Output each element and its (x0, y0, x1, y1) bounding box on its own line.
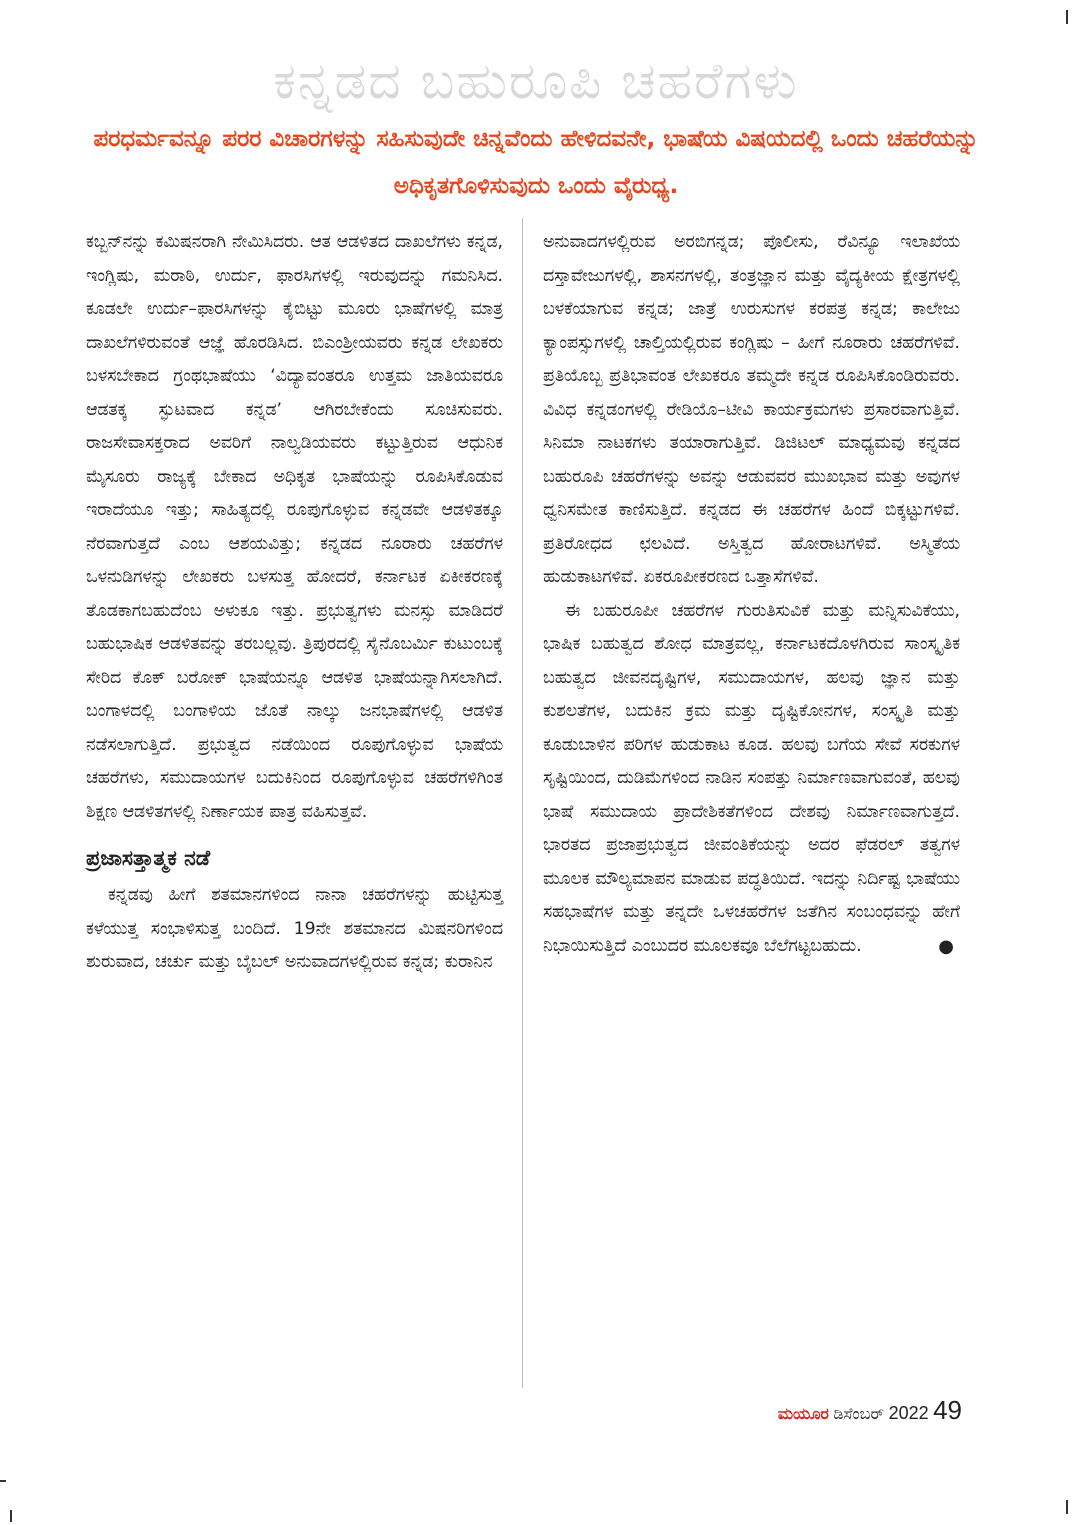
magazine-logo: ಮಯೂರ (777, 1406, 829, 1423)
article-subtitle: ಪರಧರ್ಮವನ್ನೂ ಪರರ ವಿಚಾರಗಳನ್ನು ಸಹಿಸುವುದೇ ಚಿನ್ನವೆಂದು ಹೇಳಿದವನೇ, ಭಾಷೆಯ ವಿಷಯದಲ್ಲಿ ಒಂದು ಚಹರೆಯನ್ನು ಅಧಿಕೃತಗೊಳಿಸುವುದು ಒಂದು ವೈರುಧ್ಯ. (93, 126, 979, 199)
page-number: 49 (933, 1395, 962, 1425)
article-title: ಕನ್ನಡದ ಬಹುರೂಪಿ ಚಹರೆಗಳು (273, 52, 799, 110)
right-column (543, 226, 960, 963)
column-divider (522, 218, 523, 1388)
body-paragraph: ಕಬ್ಬನ್‌ನನ್ನು ಕಮಿಷನರಾಗಿ ನೇಮಿಸಿದರು. ಆತ ಆಡಳಿತದ ದಾಖಲೆಗಳು ಕನ್ನಡ, ಇಂಗ್ಲಿಷು, ಮರಾಠಿ, ಉರ್ದು, ಫಾರಸಿಗಳಲ್ಲಿ ಇರುವುದನ್ನು ಗಮನಿಸಿದ. ಕೂಡಲೇ ಉರ್ದು–ಫಾರಸಿಗಳನ್ನು ಕೈಬಿಟ್ಟು ಮೂರು ಭಾಷೆಗಳಲ್ಲಿ ಮಾತ್ರ ದಾಖಲೆಗಳಿರುವಂತೆ ಆಜ್ಞೆ ಹೊರಡಿಸಿದ. ಬಿಎಂಶ್ರೀಯವರು ಕನ್ನಡ ಲೇಖಕರು ಬಳಸಬೇಕಾದ ಗ್ರಂಥಭಾಷೆಯು ‘ವಿದ್ಯಾವಂತರೂ ಉತ್ತಮ ಜಾತಿಯವರೂ ಆಡತಕ್ಕ ಸ್ಫುಟವಾದ ಕನ್ನಡ’ ಆಗಿರಬೇಕೆಂದು ಸೂಚಿಸುವರು. ರಾಜಸೇವಾಸಕ್ತರಾದ ಅವರಿಗೆ ನಾಲ್ವಡಿಯವರು ಕಟ್ಟುತ್ತಿರುವ ಆಧುನಿಕ ಮೈಸೂರು ರಾಜ್ಯಕ್ಕೆ ಬೇಕಾದ ಅಧಿಕೃತ ಭಾಷೆಯನ್ನು ರೂಪಿಸಿಕೊಡುವ ಇರಾದೆಯೂ ಇತ್ತು; ಸಾಹಿತ್ಯದಲ್ಲಿ ರೂಪುಗೊಳ್ಳುವ ಕನ್ನಡವೇ ಆಡಳಿತಕ್ಕೂ ನೆರವಾಗುತ್ತದೆ ಎಂಬ ಆಶಯವಿತ್ತು; ಕನ್ನಡದ ನೂರಾರು ಚಹರೆಗಳ ಒಳನುಡಿಗಳನ್ನು ಲೇಖಕರು ಬಳಸುತ್ತ ಹೋದರೆ, ಕರ್ನಾಟಕ ಏಕೀಕರಣಕ್ಕೆ ತೊಡಕಾಗಬಹುದೆಂಬ ಅಳುಕೂ ಇತ್ತು. ಪ್ರಭುತ್ವಗಳು ಮನಸ್ಸು ಮಾಡಿದರೆ ಬಹುಭಾಷಿಕ ಆಡಳಿತವನ್ನು ತರಬಲ್ಲವು. ತ್ರಿಪುರದಲ್ಲಿ ಸೈನೊಬರ್ಮಿ ಕುಟುಂಬಕ್ಕೆ ಸೇರಿದ ಕೊಕ್ ಬರೋಕ್ ಭಾಷೆಯನ್ನೂ ಆಡಳಿತ ಭಾಷೆಯನ್ನಾಗಿಸಲಾಗಿದೆ. ಬಂಗಾಳದಲ್ಲಿ ಬಂಗಾಳಿಯ ಜೊತೆ ನಾಲ್ಕು ಜನಭಾಷೆಗಳಲ್ಲಿ ಆಡಳಿತ ನಡೆಸಲಾಗುತ್ತಿದೆ. ಪ್ರಭುತ್ವದ ನಡೆಯಿಂದ ರೂಪುಗೊಳ್ಳುವ ಭಾಷೆಯ ಚಹರೆಗಳು, ಸಮುದಾಯಗಳ ಬದುಕಿನಿಂದ ರೂಪುಗೊಳ್ಳುವ ಚಹರೆಗಳಿಗಿಂತ ಶಿಕ್ಷಣ ಆಡಳಿತಗಳಲ್ಲಿ ನಿರ್ಣಾಯಕ ಪಾತ್ರ ವಹಿಸುತ್ತವೆ. (86, 232, 503, 822)
body-paragraph: ಅನುವಾದಗಳಲ್ಲಿರುವ ಅರಬಿಗನ್ನಡ; ಪೊಲೀಸು, ರೆವಿನ್ಯೂ ಇಲಾಖೆಯ ದಸ್ತಾವೇಜುಗಳಲ್ಲಿ, ಶಾಸನಗಳಲ್ಲಿ, ತಂತ್ರಜ್ಞಾನ ಮತ್ತು ವೈದ್ಯಕೀಯ ಕ್ಷೇತ್ರಗಳಲ್ಲಿ ಬಳಕೆಯಾಗುವ ಕನ್ನಡ; ಜಾತ್ರೆ ಉರುಸುಗಳ ಕರಪತ್ರ ಕನ್ನಡ; ಕಾಲೇಜು ಕ್ಯಾಂಪಸ್ಸುಗಳಲ್ಲಿ ಚಾಲ್ತಿಯಲ್ಲಿರುವ ಕಂಗ್ಲಿಷು – ಹೀಗೆ ನೂರಾರು ಚಹರೆಗಳಿವೆ. ಪ್ರತಿಯೊಬ್ಬ ಪ್ರತಿಭಾವಂತ ಲೇಖಕರೂ ತಮ್ಮದೇ ಕನ್ನಡ ರೂಪಿಸಿಕೊಂಡಿರುವರು. ವಿವಿಧ ಕನ್ನಡಂಗಳಲ್ಲಿ ರೇಡಿಯೊ–ಟೀವಿ ಕಾರ್ಯಕ್ರಮಗಳು ಪ್ರಸಾರವಾಗುತ್ತಿವೆ. ಸಿನಿಮಾ ನಾಟಕಗಳು ತಯಾರಾಗುತ್ತಿವೆ. ಡಿಜಿಟಲ್ ಮಾಧ್ಯಮವು ಕನ್ನಡದ ಬಹುರೂಪಿ ಚಹರೆಗಳನ್ನು ಅವನ್ನು ಆಡುವವರ ಮುಖಭಾವ ಮತ್ತು ಅವುಗಳ ಧ್ವನಿಸಮೇತ ಕಾಣಿಸುತ್ತಿದೆ. ಕನ್ನಡದ ಈ ಚಹರೆಗಳ ಹಿಂದೆ ಬಿಕ್ಕಟ್ಟುಗಳಿವೆ. ಪ್ರತಿರೋಧದ ಛಲವಿದೆ. ಅಸ್ತಿತ್ವದ ಹೋರಾಟಗಳಿವೆ. ಅಸ್ಮಿತೆಯ ಹುಡುಕಾಟಗಳಿವೆ. ಏಕರೂಪೀಕರಣದ ಒತ್ತಾಸೆಗಳಿವೆ. (543, 232, 960, 587)
end-mark-icon: ● (938, 935, 954, 957)
crop-mark (10, 1510, 12, 1522)
body-paragraph (543, 595, 960, 964)
crop-mark (0, 1480, 6, 1482)
body-paragraph-text: ಈ ಬಹುರೂಪೀ ಚಹರೆಗಳ ಗುರುತಿಸುವಿಕೆ ಮತ್ತು ಮನ್ನಿಸುವಿಕೆಯು, ಭಾಷಿಕ ಬಹುತ್ವದ ಶೋಧ ಮಾತ್ರವಲ್ಲ, ಕರ್ನಾಟಕದೊಳಗಿರುವ ಸಾಂಸ್ಕೃತಿಕ ಬಹುತ್ವದ ಜೀವನದೃಷ್ಟಿಗಳ, ಸಮುದಾಯಗಳ, ಹಲವು ಜ್ಞಾನ ಮತ್ತು ಕುಶಲತೆಗಳ, ಬದುಕಿನ ಕ್ರಮ ಮತ್ತು ದೃಷ್ಟಿಕೋನಗಳ, ಸಂಸ್ಕೃತಿ ಮತ್ತು ಕೂಡುಬಾಳಿನ ಪರಿಗಳ ಹುಡುಕಾಟ ಕೂಡ. ಹಲವು ಬಗೆಯ ಸೇವೆ ಸರಕುಗಳ ಸೃಷ್ಟಿಯಿಂದ, ದುಡಿಮೆಗಳಿಂದ ನಾಡಿನ ಸಂಪತ್ತು ನಿರ್ಮಾಣವಾಗುವಂತೆ, ಹಲವು ಭಾಷೆ ಸಮುದಾಯ ಪ್ರಾದೇಶಿಕತೆಗಳಿಂದ ದೇಶವು ನಿರ್ಮಾಣವಾಗುತ್ತದೆ. ಭಾರತದ ಪ್ರಜಾಪ್ರಭುತ್ವದ ಜೀವಂತಿಕೆಯನ್ನು ಅದರ ಫೆಡರಲ್ ತತ್ವಗಳ ಮೂಲಕ ಮೌಲ್ಯಮಾಪನ ಮಾಡುವ ಪದ್ಧತಿಯಿದೆ. ಇದನ್ನು ನಿರ್ದಿಷ್ಟ ಭಾಷೆಯು ಸಹಭಾಷೆಗಳ ಮತ್ತು ತನ್ನದೇ ಒಳಚಹರೆಗಳ ಜತೆಗಿನ ಸಂಬಂಧವನ್ನು ಹೇಗೆ ನಿಭಾಯಿಸುತ್ತಿದೆ ಎಂಬುದರ ಮೂಲಕವೂ ಬೆಲೆಗಟ್ಟಬಹುದು. (543, 600, 960, 956)
section-heading: ಪ್ರಜಾಸತ್ತಾತ್ಮಕ ನಡೆ (86, 846, 211, 870)
left-column (86, 226, 503, 980)
page-footer (778, 1395, 962, 1426)
crop-mark (1066, 10, 1068, 24)
issue-month: ಡಿಸೆಂಬರ್ (833, 1406, 885, 1423)
body-paragraph: ಕನ್ನಡವು ಹೀಗೆ ಶತಮಾನಗಳಿಂದ ನಾನಾ ಚಹರೆಗಳನ್ನು ಹುಟ್ಟಿಸುತ್ತ ಕಳೆಯುತ್ತ ಸಂಭಾಳಿಸುತ್ತ ಬಂದಿದೆ. 19ನೇ ಶತಮಾನದ ಮಿಷನರಿಗಳಿಂದ ಶುರುವಾದ, ಚರ್ಚು ಮತ್ತು ಬೈಬಲ್ ಅನುವಾದಗಳಲ್ಲಿರುವ ಕನ್ನಡ; ಕುರಾನಿನ (86, 885, 503, 972)
issue-year: 2022 (888, 1403, 929, 1423)
crop-mark (1066, 1500, 1068, 1514)
